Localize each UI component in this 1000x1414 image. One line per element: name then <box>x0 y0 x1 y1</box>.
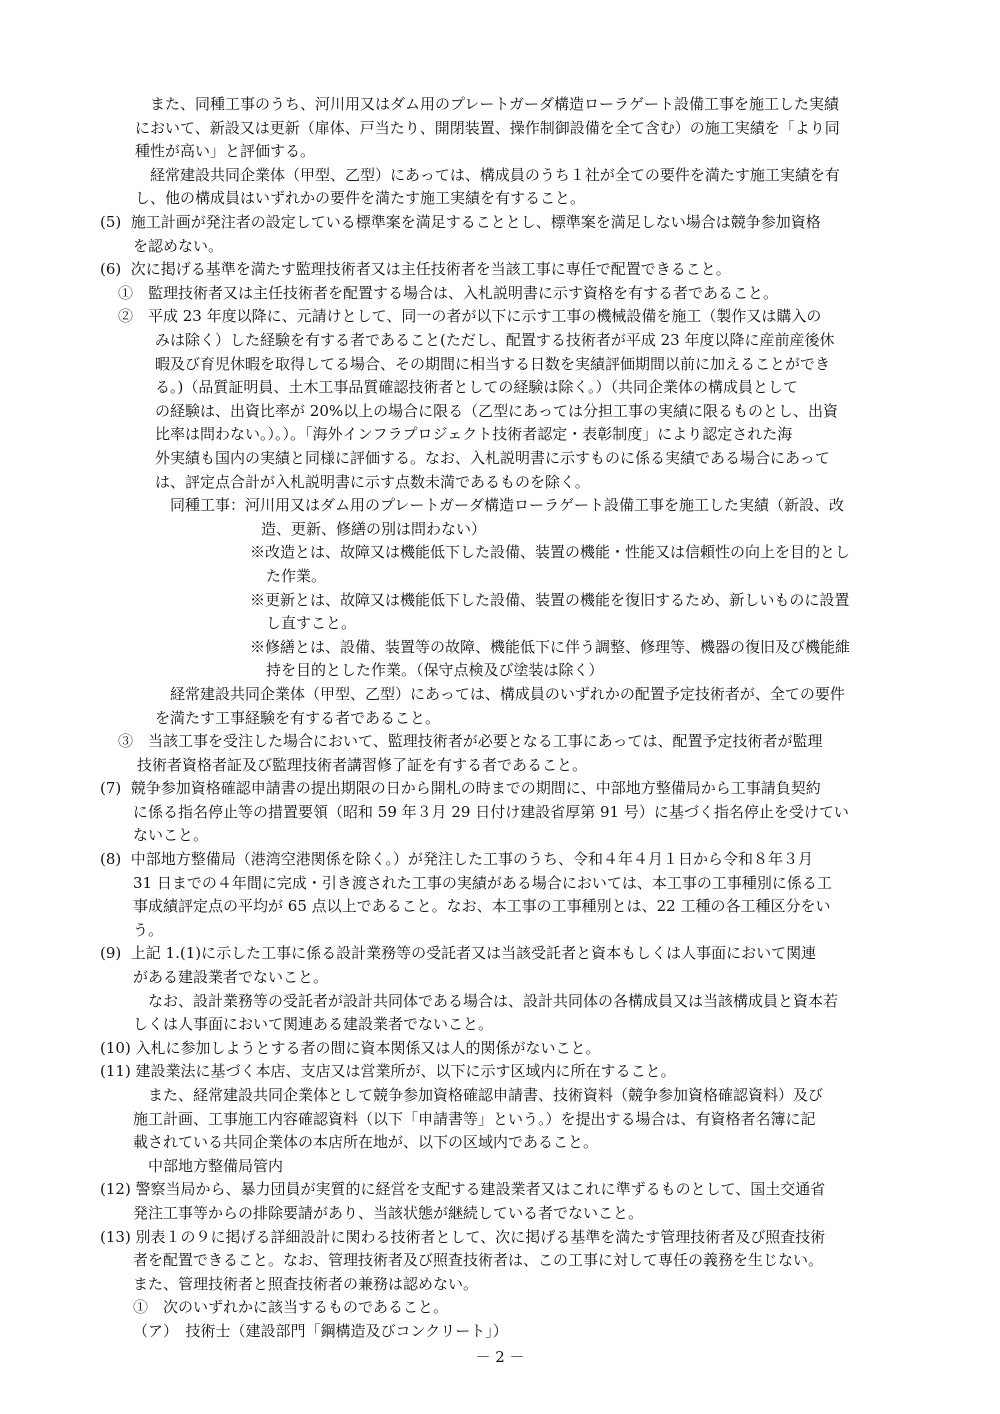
text-line: 種性が高い」と評価する。 <box>135 142 316 160</box>
text-line: し直すこと。 <box>266 614 357 632</box>
text-line: 造、更新、修繕の別は問わない） <box>261 520 487 538</box>
text-line: 経常建設共同企業体（甲型、乙型）にあっては、構成員のうち１社が全ての要件を満たす施工実績を有 <box>135 166 840 184</box>
text-line: (5) 施工計画が発注者の設定している標準案を満足することとし、標準案を満足しない場合は競争参加資格 <box>100 213 821 231</box>
text-line: 持を目的とした作業。（保守点検及び塗装は除く） <box>266 661 604 679</box>
text-line: 技術者資格者証及び監理技術者講習修了証を有する者であること。 <box>137 756 588 774</box>
text-line: は、評定点合計が入札説明書に示す点数未満であるものを除く。 <box>155 473 590 491</box>
text-line: また、管理技術者と照査技術者の兼務は認めない。 <box>133 1275 479 1293</box>
text-line: （ア） 技術士（建設部門「鋼構造及びコンクリート」） <box>133 1322 508 1340</box>
text-line: の経験は、出資比率が 20%以上の場合に限る（乙型にあっては分担工事の実績に限るものとし、出資 <box>155 402 838 420</box>
text-line: に係る指名停止等の措置要領（昭和 59 年３月 29 日付け建設省厚第 91 号）に基づく指名停止を受けてい <box>133 803 849 821</box>
text-line: ③ 当該工事を受注した場合において、監理技術者が必要となる工事にあっては、配置予定技術者が監理 <box>118 732 823 750</box>
text-line: みは除く）した経験を有する者であること(ただし、配置する技術者が平成 23 年度以降に産前産後休 <box>155 331 835 349</box>
text-line: 施工計画、工事施工内容確認資料（以下「申請書等」という。）を提出する場合は、有資格者名簿に記 <box>133 1110 816 1128</box>
text-line: ① 次のいずれかに該当するものであること。 <box>133 1298 449 1316</box>
text-line: 暇及び育児休暇を取得してる場合、その期間に相当する日数を実績評価期間以前に加えることができ <box>155 355 831 373</box>
text-line: ※修繕とは、設備、装置等の故障、機能低下に伴う調整、修理等、機器の復旧及び機能維 <box>250 638 851 656</box>
text-line: 比率は問わない。）。）。「海外インフラプロジェクト技術者認定・表彰制度」により認定された海 <box>155 425 793 443</box>
text-line: 中部地方整備局管内 <box>133 1157 284 1175</box>
text-line: (6) 次に掲げる基準を満たす監理技術者又は主任技術者を当該工事に専任で配置できること。 <box>100 260 731 278</box>
text-line: を認めない。 <box>133 237 224 255</box>
text-line: 事成績評定点の平均が 65 点以上であること。なお、本工事の工事種別とは、22 工種の各工種区分をい <box>133 897 831 915</box>
text-line: ② 平成 23 年度以降に、元請けとして、同一の者が以下に示す工事の機械設備を施工（製作又は購入の <box>118 307 822 325</box>
text-line: なお、設計業務等の受託者が設計共同体である場合は、設計共同体の各構成員又は当該構成員と資本若 <box>133 992 839 1010</box>
text-line: う。 <box>133 921 164 939</box>
text-line: (10) 入札に参加しようとする者の間に資本関係又は人的関係がないこと。 <box>100 1039 601 1057</box>
text-line: (7) 競争参加資格確認申請書の提出期限の日から開札の時までの期間に、中部地方整備局から工事請負契約 <box>100 779 821 797</box>
text-line: しくは人事面において関連ある建設業者でないこと。 <box>133 1015 494 1033</box>
text-line: (9) 上記 1.(1)に示した工事に係る設計業務等の受託者又は当該受託者と資本もしくは人事面において関連 <box>100 944 817 962</box>
text-line: がある建設業者でないこと。 <box>133 968 329 986</box>
text-line: る。)（品質証明員、土木工事品質確認技術者としての経験は除く。）（共同企業体の構成員として <box>155 378 799 396</box>
text-line: (13) 別表１の９に掲げる詳細設計に関わる技術者として、次に掲げる基準を満たす管理技術者及び照査技術 <box>100 1228 826 1246</box>
text-line: ※改造とは、故障又は機能低下した設備、装置の機能・性能又は信頼性の向上を目的とし <box>250 543 851 561</box>
text-line: (8) 中部地方整備局（港湾空港関係を除く。）が発注した工事のうち、令和４年４月１日から令和８年３月 <box>100 850 813 868</box>
text-line: (11) 建設業法に基づく本店、支店又は営業所が、以下に示す区域内に所在すること。 <box>100 1062 676 1080</box>
text-line: 発注工事等からの排除要請があり、当該状態が継続している者でないこと。 <box>133 1204 644 1222</box>
text-line: を満たす工事経験を有する者であること。 <box>155 709 441 727</box>
text-line: また、経常建設共同企業体として競争参加資格確認申請書、技術資料（競争参加資格確認資料）及び <box>133 1086 824 1104</box>
text-line: 31 日までの４年間に完成・引き渡された工事の実績がある場合においては、本工事の工事種別に係る工 <box>133 874 832 892</box>
text-line: 者を配置できること。なお、管理技術者及び照査技術者は、この工事に対して専任の義務を生じない。 <box>133 1251 824 1269</box>
text-line: において、新設又は更新（扉体、戸当たり、開閉装置、操作制御設備を全て含む）の施工実績を「より同 <box>135 119 840 137</box>
text-line: し、他の構成員はいずれかの要件を満たす施工実績を有すること。 <box>135 189 586 207</box>
text-line: ないこと。 <box>133 826 209 844</box>
text-line: 経常建設共同企業体（甲型、乙型）にあっては、構成員のいずれかの配置予定技術者が、全ての要件 <box>155 685 845 703</box>
text-line: 載されている共同企業体の本店所在地が、以下の区域内であること。 <box>133 1133 599 1151</box>
text-line: 同種工事：河川用又はダム用のプレートガーダ構造ローラゲート設備工事を施工した実績（新設、改 <box>170 496 844 514</box>
text-line: ① 監理技術者又は主任技術者を配置する場合は、入札説明書に示す資格を有する者であること。 <box>118 284 779 302</box>
text-line: (12) 警察当局から、暴力団員が実質的に経営を支配する建設業者又はこれに準ずるものとして、国土交通省 <box>100 1180 826 1198</box>
text-line: ※更新とは、故障又は機能低下した設備、装置の機能を復旧するため、新しいものに設置 <box>250 591 850 609</box>
text-line: 外実績も国内の実績と同様に評価する。なお、入札説明書に示すものに係る実績である場合にあって <box>155 449 830 467</box>
text-line: た作業。 <box>266 567 327 585</box>
text-line: また、同種工事のうち、河川用又はダム用のプレートガーダ構造ローラゲート設備工事を施工した実績 <box>135 95 839 113</box>
page-number: － 2 － <box>475 1348 525 1366</box>
